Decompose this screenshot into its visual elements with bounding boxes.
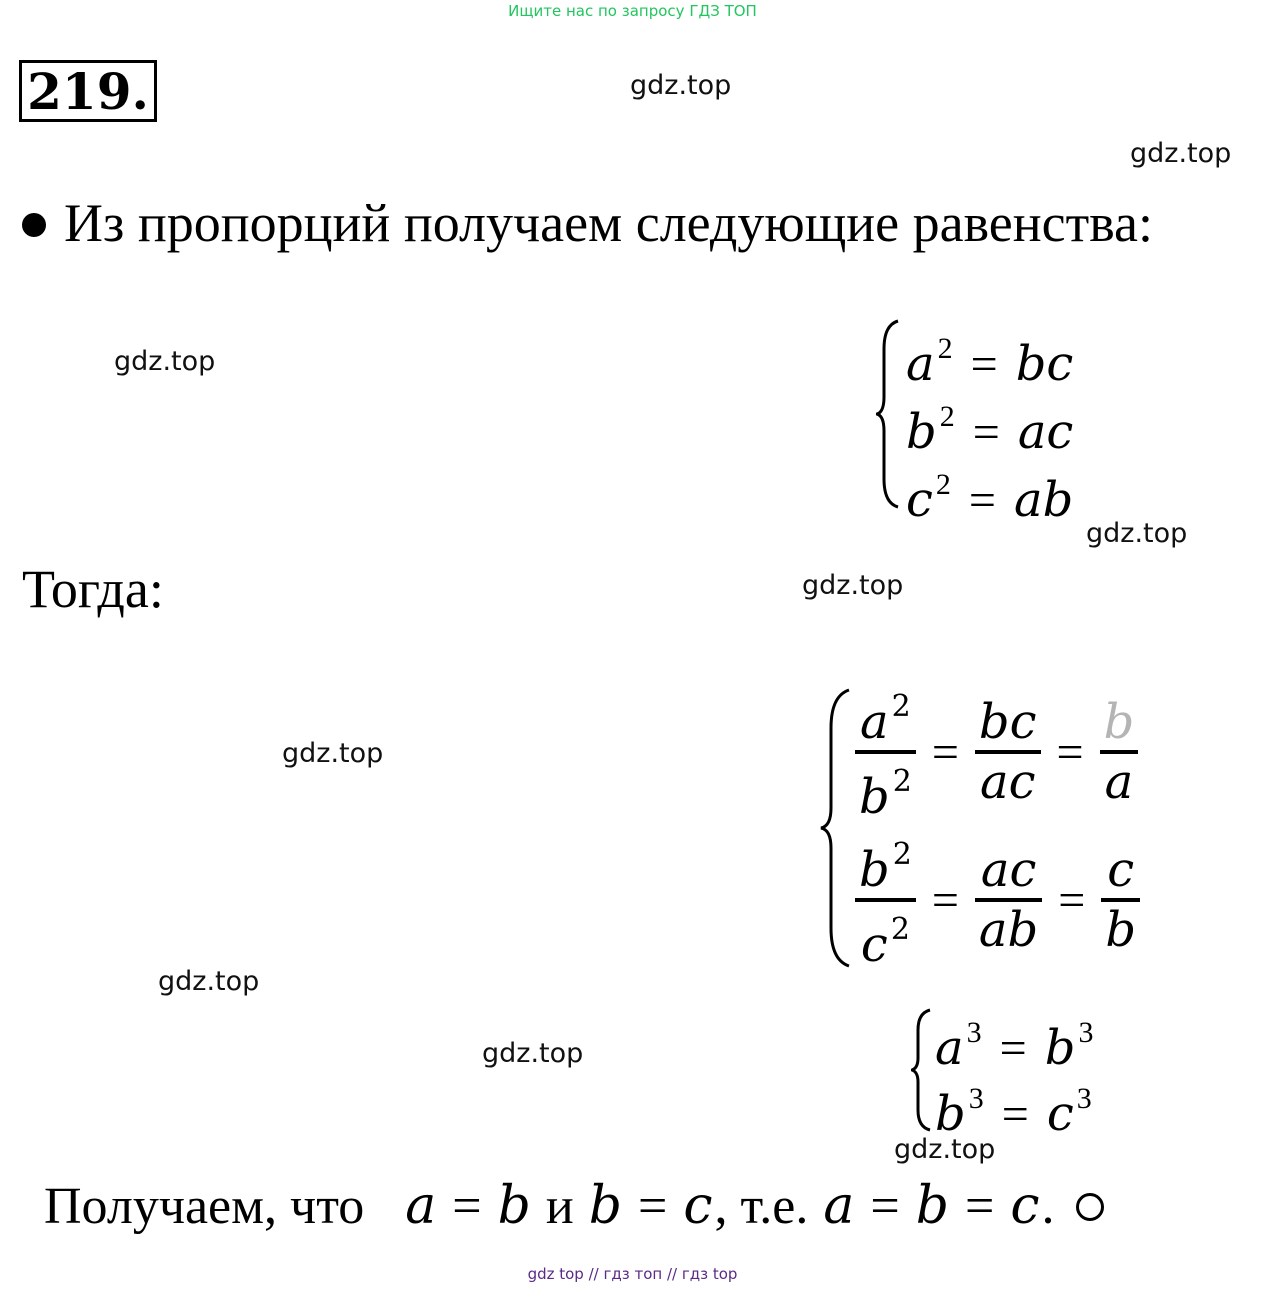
equation-row: a $^3$ = b $^3$ (935, 1016, 1094, 1076)
watermark: gdz.top (802, 570, 904, 601)
equation-system-3 (935, 1000, 1094, 1142)
equation-system-2 (855, 678, 1140, 974)
conclusion-line: Получаем, что a = b и b = c, т.е. a = b = c. (44, 1176, 1104, 1236)
intro-text: Из пропорций получаем следующие равенства: (64, 193, 1153, 253)
left-brace-icon (911, 1008, 933, 1132)
equation-row: a $^2$ = bc (906, 332, 1074, 392)
bullet-icon (22, 213, 46, 237)
fraction-row (855, 826, 1140, 974)
fraction: $\frac{b}{a}$ (1100, 694, 1139, 810)
left-brace-icon (876, 319, 902, 509)
equation-system-1 (880, 315, 1074, 528)
watermark: gdz.top (630, 70, 732, 101)
top-banner: Ищите нас по запросу ГДЗ ТОП (508, 2, 757, 20)
watermark: gdz.top (1086, 518, 1188, 549)
equation-row: c $^2$ = ab (906, 468, 1074, 528)
watermark: gdz.top (482, 1038, 584, 1069)
equals-sign: = (931, 873, 959, 927)
fraction: $\frac{b ^2}{c ^2}$ (855, 827, 916, 973)
watermark: gdz.top (158, 966, 260, 997)
left-brace-icon (819, 688, 853, 968)
equals-sign: = (1058, 873, 1086, 927)
footer-links: gdz top // гдз топ // гдз top (527, 1265, 738, 1283)
fraction: $\frac{c}{b}$ (1101, 842, 1140, 958)
fraction: $\frac{a ^2}{b ^2}$ (855, 679, 916, 825)
togda-label: Тогда: (22, 559, 164, 619)
equation-row: b $^3$ = c $^3$ (935, 1082, 1092, 1142)
conclusion-prefix: Получаем, что (44, 1178, 365, 1235)
equals-sign: = (1056, 725, 1084, 779)
intro-line (22, 192, 1153, 254)
watermark: gdz.top (1130, 138, 1232, 169)
problem-number: 219. (19, 60, 157, 122)
equation-row: b $^2$ = ac (906, 400, 1074, 460)
fraction: $\frac{bc}{ac}$ (975, 694, 1041, 810)
watermark: gdz.top (282, 738, 384, 769)
fraction: $\frac{ac}{ab}$ (975, 842, 1042, 958)
watermark: gdz.top (894, 1134, 996, 1165)
end-of-proof-icon (1076, 1193, 1104, 1221)
watermark: gdz.top (114, 346, 216, 377)
equals-sign: = (931, 725, 959, 779)
fraction-row (855, 678, 1140, 826)
